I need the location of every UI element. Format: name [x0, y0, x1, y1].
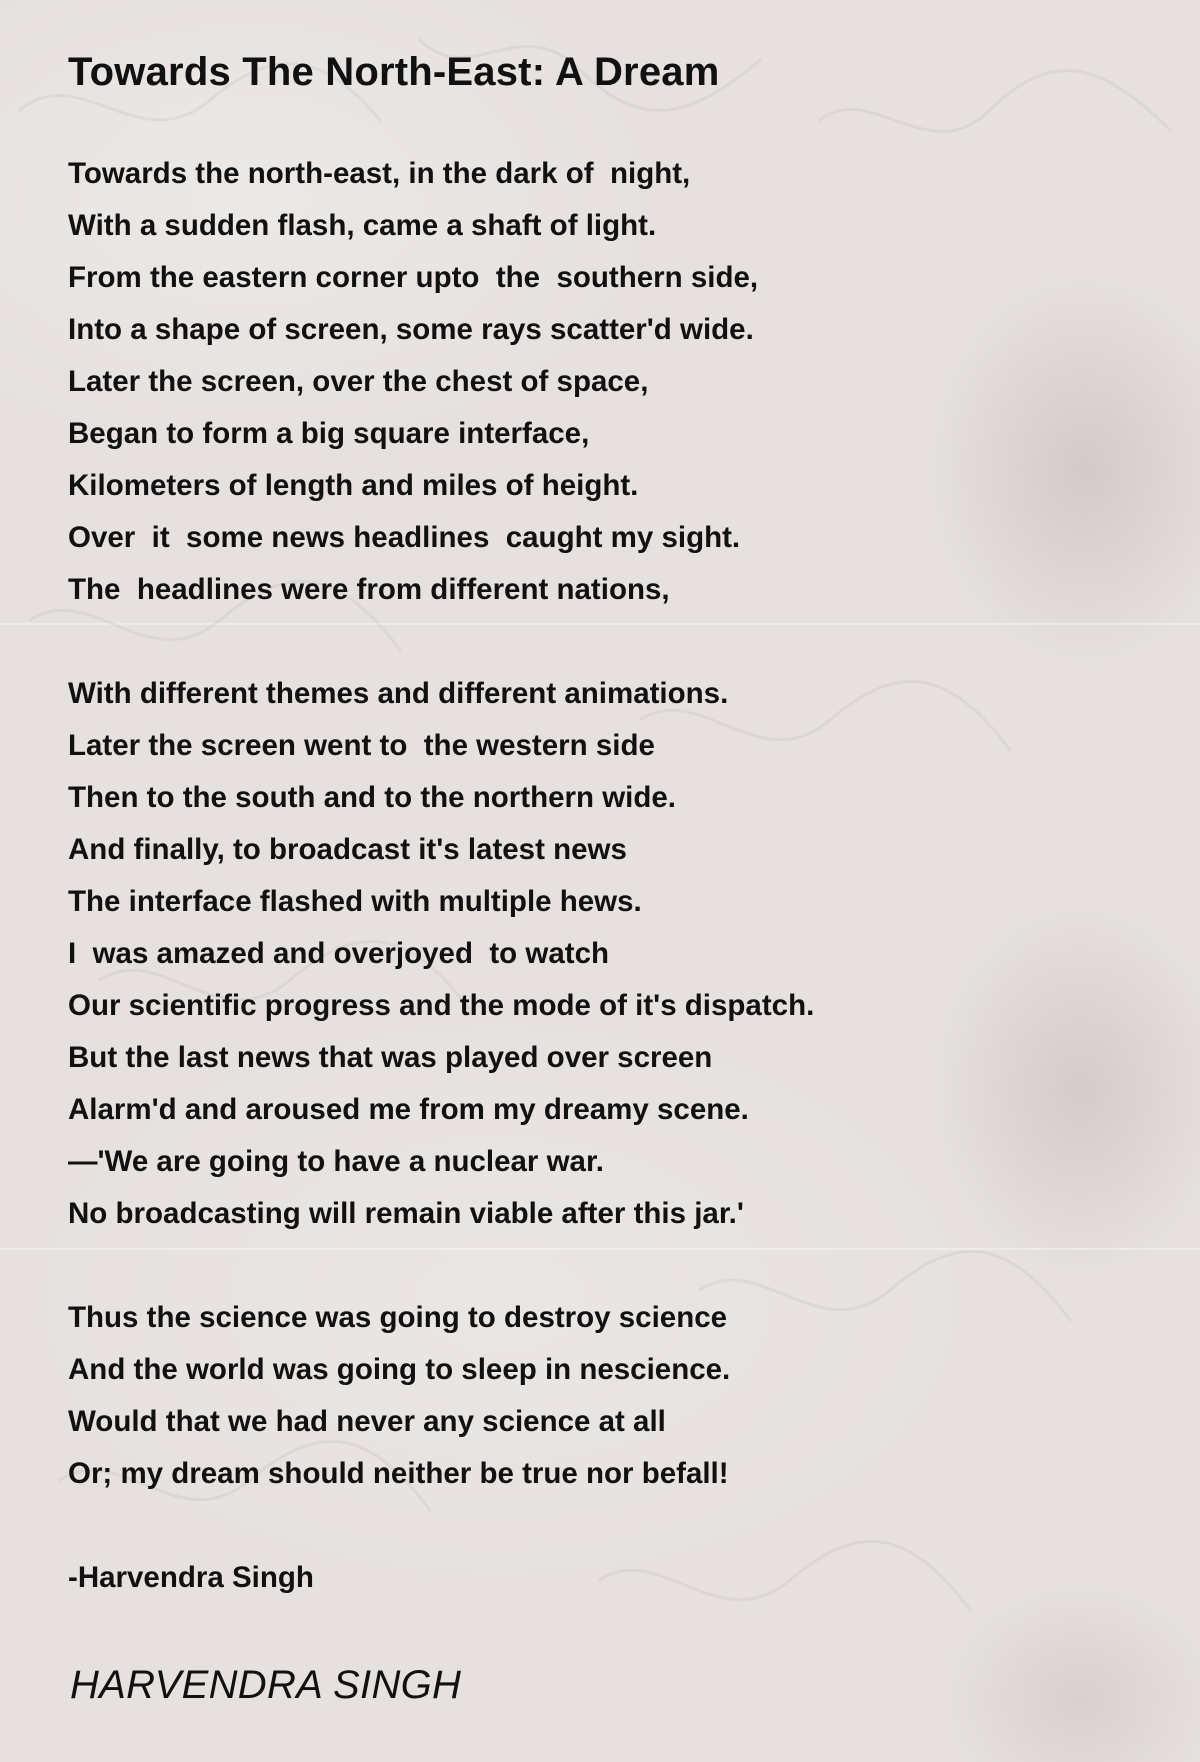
poem-line: Kilometers of length and miles of height.	[68, 469, 639, 502]
stanza	[68, 1292, 1128, 1500]
poem-line: Later the screen, over the chest of space,	[68, 365, 649, 398]
poem-line: And the world was going to sleep in nescience.	[68, 1353, 731, 1386]
poem-line: I was amazed and overjoyed to watch	[68, 937, 609, 970]
poem-line: Began to form a big square interface,	[68, 417, 590, 450]
stanza	[68, 148, 1128, 616]
poem-line: But the last news that was played over screen	[68, 1041, 713, 1074]
stanza-break	[68, 616, 1128, 668]
poem-line: With different themes and different animations.	[68, 677, 729, 710]
poem-signature: -Harvendra Singh	[68, 1561, 314, 1594]
poem-line: The headlines were from different nations,	[68, 573, 670, 606]
poem-line: —'We are going to have a nuclear war.	[68, 1145, 604, 1178]
poem-title: Towards The North-East: A Dream	[68, 50, 720, 94]
poem-line: Or; my dream should neither be true nor befall!	[68, 1457, 729, 1490]
stanza-break	[68, 1500, 1128, 1552]
author-name: HARVENDRA SINGH	[70, 1663, 462, 1707]
poem-line: Then to the south and to the northern wide.	[68, 781, 676, 814]
poem-line: With a sudden flash, came a shaft of light.	[68, 209, 657, 242]
poem-line: No broadcasting will remain viable after this jar.'	[68, 1197, 744, 1230]
poem-line: Over it some news headlines caught my sight.	[68, 521, 741, 554]
poem-line: Alarm'd and aroused me from my dreamy scene.	[68, 1093, 749, 1126]
poem-line: And finally, to broadcast it's latest news	[68, 833, 627, 866]
poem-line: From the eastern corner upto the southern side,	[68, 261, 759, 294]
stanza	[68, 668, 1128, 1240]
poem-line: Later the screen went to the western side	[68, 729, 655, 762]
poem-line: Towards the north-east, in the dark of night,	[68, 157, 691, 190]
poem-line: The interface flashed with multiple hews.	[68, 885, 642, 918]
poem-line: Would that we had never any science at all	[68, 1405, 666, 1438]
poem-line: Thus the science was going to destroy science	[68, 1301, 728, 1334]
poem-body	[68, 148, 1128, 1604]
poem-line: Into a shape of screen, some rays scatter'd wide.	[68, 313, 754, 346]
poem-line: Our scientific progress and the mode of it's dispatch.	[68, 989, 815, 1022]
stanza-break	[68, 1240, 1128, 1292]
